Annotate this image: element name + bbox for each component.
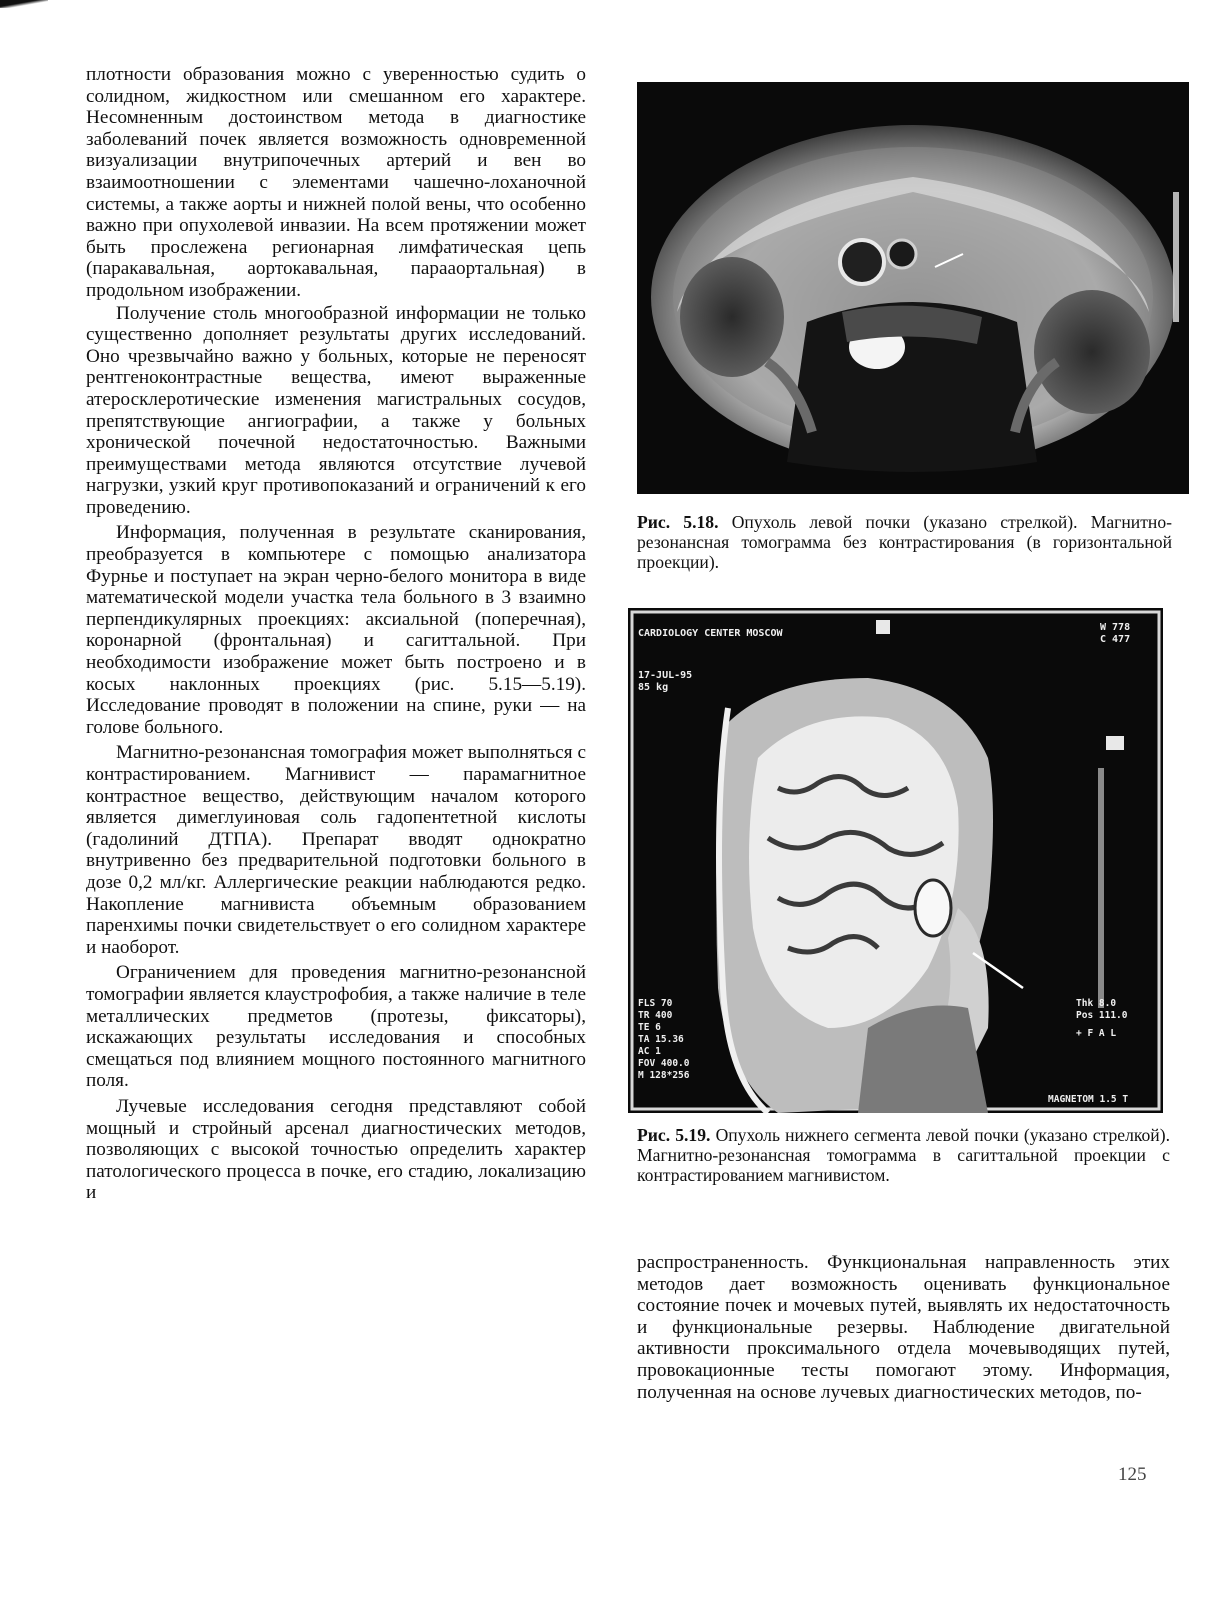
overlay-param: + F A L: [1076, 1028, 1117, 1039]
figure-caption-5-19: [637, 1125, 1170, 1185]
paragraph: Лучевые исследования сегодня представляют собой мощный и стройный арсенал диагностических методов, позволяющих с высокой точностью определить характер патологического процесса в почке, его стадию, локализацию и: [86, 1095, 586, 1204]
paragraph: Получение столь многообразной информации не только существенно дополняет результаты других исследований. Оно чрезвычайно важно у больных, которые не переносят рентгеноконтрастные вещества, имеют выраженные атеросклеротические изменения магистральных сосудов, препятствующие ангиографии, а также у больных хронической почечной недостаточностью. Важными преимуществами метода являются отсутствие лучевой нагрузки, узкий круг противопоказаний и ограничений к его проведению.: [86, 302, 586, 518]
overlay-window-w: W 778: [1100, 622, 1131, 633]
scan-corner-mark: [0, 0, 48, 8]
figure-caption-5-18: [637, 512, 1172, 572]
overlay-brand: MAGNETOM 1.5 T: [1048, 1094, 1129, 1105]
overlay-weight: 85 kg: [638, 682, 669, 693]
mri-sagittal-drawing: [628, 608, 1163, 1113]
figure-caption-text: Опухоль нижнего сегмента левой почки (указано стрелкой). Магнитно-резонансная томограмма в сагиттальной проекции с контрастированием магнивистом.: [637, 1125, 1170, 1185]
overlay-param: TR 400: [638, 1010, 673, 1021]
figure-caption-text: Опухоль левой почки (указано стрелкой). Магнитно-резонансная томограмма без контрастирования (в горизонтальной проекции).: [637, 512, 1172, 572]
overlay-date: 17-JUL-95: [638, 670, 693, 681]
overlay-param: TE 6: [638, 1022, 661, 1033]
left-column: [86, 64, 586, 1204]
mri-axial-image: [637, 82, 1189, 494]
paragraph: распространенность. Функциональная направленность этих методов дает возможность оценивать функциональное состояние почек и мочевых путей, выявлять их недостаточность и функциональные резервы. Наблюдение двигательной активности проксимального отдела мочевыводящих путей, провокационные тесты помогают этому. Информация, полученная на основе лучевых диагностических методов, по-: [637, 1252, 1170, 1403]
paragraph: плотности образования можно с уверенностью судить о солидном, жидкостном или смешанном его характере. Несомненным достоинством метода в диагностике заболеваний почек является возможность одновременной визуализации внутрипочечных артерий и вен во взаимоотношении с элементами чашечно-лоханочной системы, а также аорты и нижней полой вены, что особенно важно при опухолевой инвазии. На всем протяжении может быть прослежена регионарная лимфатическая цепь (паракавальная, аортокавальная, парааортальная) в продольном изображении.: [86, 64, 586, 301]
mri-sagittal-image: [628, 608, 1163, 1113]
paragraph: Магнитно-резонансная томография может выполняться с контрастированием. Магнивист — парамагнитное контрастное вещество, действующим началом которого является димеглуиновая соль гадопентетной кислоты (гадолиний ДТПА). Препарат вводят однократно внутривенно без предварительной подготовки больного в дозе 0,2 мл/кг. Аллергические реакции наблюдаются редко. Накопление магнивиста объемным образованием паренхимы почки свидетельствует о его солидном характере и наоборот.: [86, 742, 586, 958]
overlay-param: Thk 8.0: [1076, 998, 1117, 1009]
overlay-center-label: CARDIOLOGY CENTER MOSCOW: [638, 628, 783, 639]
overlay-param: FLS 70: [638, 998, 673, 1009]
figure-label: Рис. 5.18.: [637, 512, 719, 532]
figure-label: Рис. 5.19.: [637, 1125, 711, 1145]
overlay-param: AC 1: [638, 1046, 661, 1057]
overlay-param: FOV 400.0: [638, 1058, 690, 1069]
right-column: [637, 1252, 1170, 1403]
paragraph: Информация, полученная в результате сканирования, преобразуется в компьютере с помощью анализатора Фурнье и поступает на экран черно-белого монитора в виде математической модели участка тела больного в 3 взаимно перпендикулярных проекциях: аксиальной (поперечная), коронарной (фронтальная) и сагиттальной. При необходимости изображение может быть построено и в косых наклонных проекциях (рис. 5.15—5.19). Исследование проводят в положении на спине, руки — на голове больного.: [86, 522, 586, 738]
overlay-param: TA 15.36: [638, 1034, 684, 1045]
mri-axial-drawing: [637, 82, 1189, 494]
overlay-param: M 128*256: [638, 1070, 690, 1081]
paragraph: Ограничением для проведения магнитно-резонансной томографии является клаустрофобия, а также наличие в теле металлических предметов (протезы, фиксаторы), искажающих результаты исследования и способных смещаться под влиянием мощного постоянного магнитного поля.: [86, 962, 586, 1092]
overlay-window-c: C 477: [1100, 634, 1131, 645]
page-number: 125: [1118, 1464, 1147, 1485]
overlay-param: Pos 111.0: [1076, 1010, 1128, 1021]
